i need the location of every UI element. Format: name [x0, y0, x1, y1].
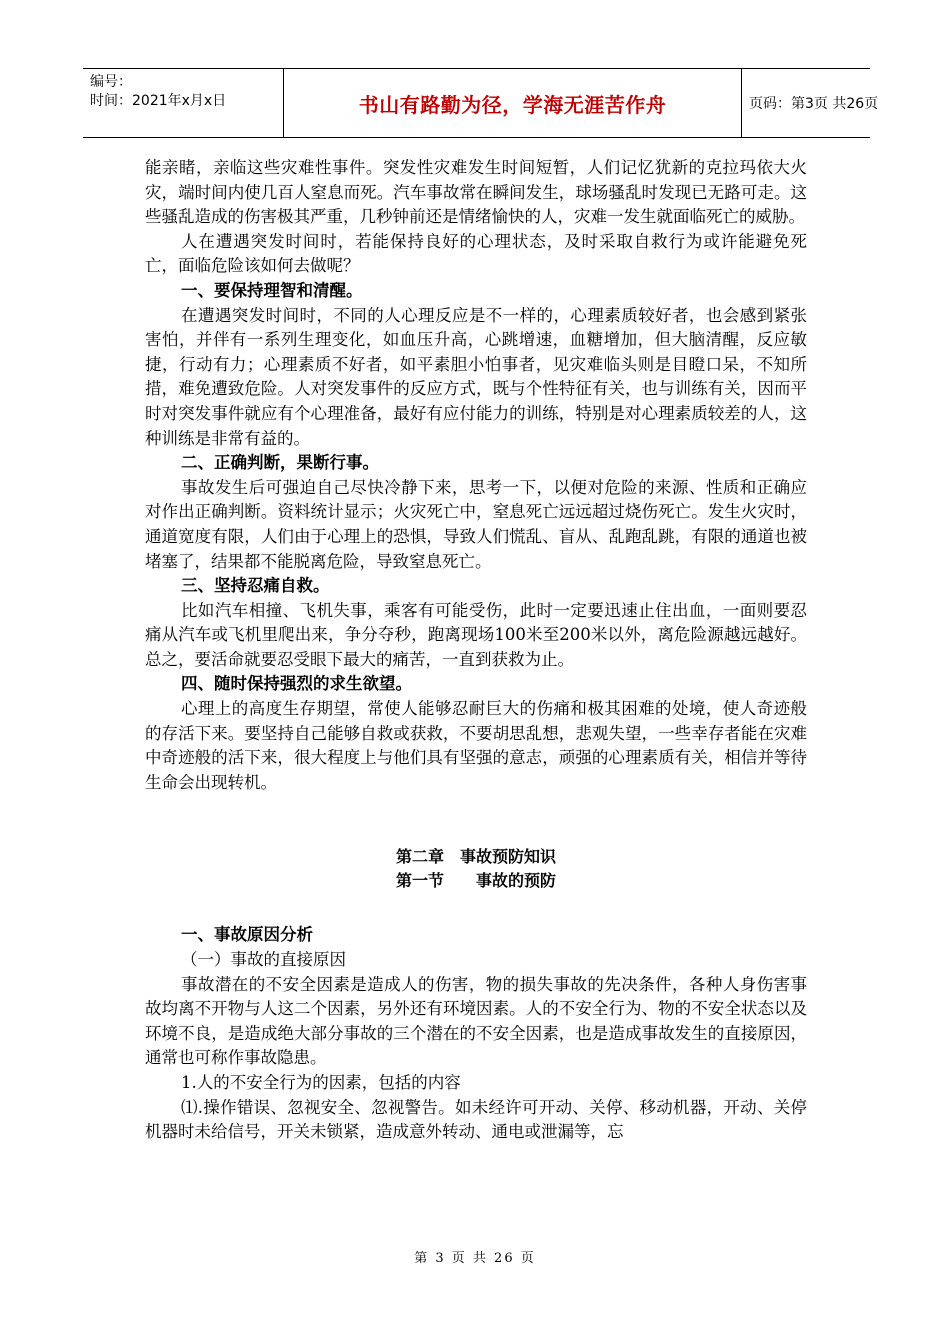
spacer: [145, 893, 807, 923]
chapter-title: 第二章 事故预防知识: [395, 847, 556, 867]
header-motto-cell: [283, 69, 742, 137]
paragraph: 比如汽车相撞、飞机失事，乘客有可能受伤，此时一定要迅速止住出血，一面则要忍痛从汽车或飞机里爬出来，争分夺秒，跑离现场100米至200米以外，离危险源越远越好。总之，要活命就要忍受眼下最大的痛苦，一直到获救为止。: [145, 600, 807, 669]
page-header: [83, 68, 879, 138]
section-title: 第一节 事故的预防: [395, 871, 556, 891]
paragraph: 能亲睹，亲临这些灾难性事件。突发性灾难发生时间短暂，人们记忆犹新的克拉玛依大火灾，端时间内使几百人窒息而死。汽车事故常在瞬间发生，球场骚乱时发现已无路可走。这些骚乱造成的伤害极其严重，几秒钟前还是情绪愉快的人，灾难一发生就面临死亡的威胁。: [145, 158, 807, 227]
paragraph: 事故潜在的不安全因素是造成人的伤害，物的损失事故的先决条件，各种人身伤害事故均离不开物与人这二个因素，另外还有环境因素。人的不安全行为、物的不安全状态以及环境不良，是造成绝大部分事故的三个潜在的不安全因素，也是造成事故发生的直接原因，通常也可称作事故隐患。: [145, 974, 807, 1068]
section-heading: 三、坚持忍痛自救。: [181, 576, 330, 596]
section-heading: 四、随时保持强烈的求生欲望。: [181, 674, 412, 694]
document-body: [145, 156, 807, 1145]
header-page-label: 页码：第3页 共26页: [749, 96, 879, 112]
header-motto: 书山有路勤为径，学海无涯苦作舟: [358, 92, 667, 117]
spacer: [145, 795, 807, 845]
paragraph: 事故发生后可强迫自己尽快冷静下来，思考一下，以便对危险的来源、性质和正确应对作出正确判断。资料统计显示；火灾死亡中，窒息死亡远远超过烧伤死亡。发生火灾时，通道宽度有限，人们由于心理上的恐惧，导致人们慌乱、盲从、乱跑乱跳，有限的通道也被堵塞了，结果都不能脱离危险，导致窒息死亡。: [145, 477, 807, 571]
document-date-label: 时间：2021年x月x日: [90, 93, 227, 109]
paragraph: 心理上的高度生存期望，常使人能够忍耐巨大的伤痛和极其困难的处境，使人奇迹般的存活下来。要坚持自己能够自救或获救，不要胡思乱想，悲观失望，一些幸存者能在灾难中奇迹般的活下来，很大程度上与他们具有坚强的意志，顽强的心理素质有关，相信并等待生命会出现转机。: [145, 699, 807, 792]
paragraph: ⑴.操作错误、忽视安全、忽视警告。如未经许可开动、关停、移动机器，开动、关停机器时未给信号，开关未锁紧，造成意外转动、通电或泄漏等，忘: [145, 1097, 807, 1142]
paragraph: 在遭遇突发时间时，不同的人心理反应是不一样的，心理素质较好者，也会感到紧张害怕，并伴有一系列生理变化，如血压升高，心跳增速，血糖增加，但大脑清醒，反应敏捷，行动有力；心理素质不好者，如平素胆小怕事者，见灾难临头则是目瞪口呆，不知所措，难免遭致危险。人对突发事件的反应方式，既与个性特征有关，也与训练有关，因而平时对突发事件就应有个心理准备，最好有应付能力的训练，特别是对心理素质较差的人，这种训练是非常有益的。: [145, 305, 807, 448]
section-heading: 二、正确判断，果断行事。: [181, 453, 379, 473]
header-left-cell: [83, 69, 283, 137]
header-page-cell: [741, 69, 878, 137]
section-heading: 一、要保持理智和清醒。: [181, 280, 363, 300]
list-item: 1.人的不安全行为的因素，包括的内容: [181, 1073, 461, 1092]
page-footer: 第 3 页 共 26 页: [414, 1251, 536, 1266]
subsection-heading: （一）事故的直接原因: [181, 950, 346, 970]
section-heading: 一、事故原因分析: [181, 925, 313, 945]
paragraph: 人在遭遇突发时间时，若能保持良好的心理状态，及时采取自救行为或许能避免死亡，面临危险该如何去做呢？: [145, 231, 807, 276]
document-number-label: 编号：: [90, 74, 132, 90]
